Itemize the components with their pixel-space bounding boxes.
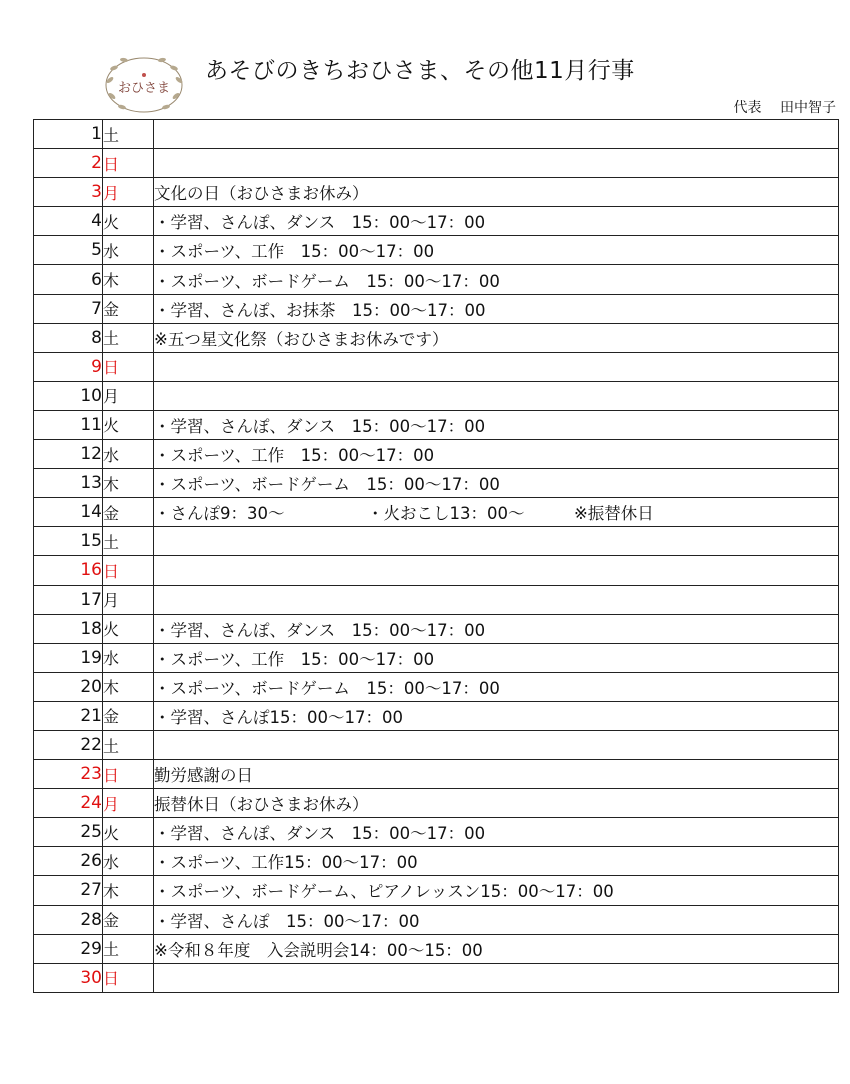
day-number: 1 xyxy=(34,120,103,149)
weekday: 水 xyxy=(103,236,154,265)
calendar-row xyxy=(34,672,839,701)
event-cell: ・学習、さんぽ、ダンス 15：00〜17：00 xyxy=(154,207,839,236)
weekday: 火 xyxy=(103,207,154,236)
day-number: 16 xyxy=(34,556,103,585)
event-cell xyxy=(154,352,839,381)
day-number: 2 xyxy=(34,149,103,178)
weekday: 土 xyxy=(103,730,154,759)
day-number: 7 xyxy=(34,294,103,323)
page-title: あそびのきちおひさま、その他11月行事 xyxy=(205,58,635,84)
calendar-row xyxy=(34,556,839,585)
calendar-row xyxy=(34,149,839,178)
day-number: 28 xyxy=(34,905,103,934)
weekday: 月 xyxy=(103,789,154,818)
weekday: 水 xyxy=(103,847,154,876)
weekday: 木 xyxy=(103,469,154,498)
calendar-row xyxy=(34,469,839,498)
calendar-row xyxy=(34,265,839,294)
day-number: 22 xyxy=(34,730,103,759)
day-number: 4 xyxy=(34,207,103,236)
day-number: 17 xyxy=(34,585,103,614)
calendar-row xyxy=(34,614,839,643)
calendar-row xyxy=(34,381,839,410)
day-number: 20 xyxy=(34,672,103,701)
calendar-row xyxy=(34,876,839,905)
calendar-row xyxy=(34,643,839,672)
weekday: 金 xyxy=(103,905,154,934)
event-cell xyxy=(154,730,839,759)
weekday: 木 xyxy=(103,876,154,905)
event-cell xyxy=(154,381,839,410)
calendar-row xyxy=(34,323,839,352)
weekday: 月 xyxy=(103,381,154,410)
weekday: 木 xyxy=(103,672,154,701)
weekday: 火 xyxy=(103,818,154,847)
weekday: 金 xyxy=(103,498,154,527)
calendar-row xyxy=(34,410,839,439)
calendar-row xyxy=(34,789,839,818)
calendar-row xyxy=(34,352,839,381)
weekday: 日 xyxy=(103,149,154,178)
representative xyxy=(734,97,836,117)
calendar-row xyxy=(34,760,839,789)
day-number: 12 xyxy=(34,440,103,469)
event-cell: ・学習、さんぽ、ダンス 15：00〜17：00 xyxy=(154,614,839,643)
event-cell xyxy=(154,585,839,614)
weekday: 土 xyxy=(103,527,154,556)
day-number: 9 xyxy=(34,352,103,381)
day-number: 24 xyxy=(34,789,103,818)
calendar-row xyxy=(34,963,839,992)
weekday: 火 xyxy=(103,410,154,439)
calendar-row xyxy=(34,498,839,527)
calendar-row xyxy=(34,585,839,614)
calendar-row xyxy=(34,440,839,469)
calendar-row xyxy=(34,730,839,759)
event-cell: ・スポーツ、工作 15：00〜17：00 xyxy=(154,643,839,672)
event-cell xyxy=(154,527,839,556)
wreath-logo-icon xyxy=(96,50,192,120)
event-cell: 勤労感謝の日 xyxy=(154,760,839,789)
event-cell: ・スポーツ、ボードゲーム 15：00〜17：00 xyxy=(154,469,839,498)
weekday: 木 xyxy=(103,265,154,294)
day-number: 18 xyxy=(34,614,103,643)
event-cell: 文化の日（おひさまお休み） xyxy=(154,178,839,207)
event-cell: ※五つ星文化祭（おひさまお休みです） xyxy=(154,323,839,352)
weekday: 月 xyxy=(103,178,154,207)
calendar-row xyxy=(34,120,839,149)
calendar-row xyxy=(34,701,839,730)
weekday: 水 xyxy=(103,643,154,672)
day-number: 5 xyxy=(34,236,103,265)
day-number: 15 xyxy=(34,527,103,556)
logo-text: おひさま xyxy=(117,81,171,96)
event-cell xyxy=(154,120,839,149)
weekday: 金 xyxy=(103,294,154,323)
calendar-table xyxy=(33,119,839,993)
day-number: 19 xyxy=(34,643,103,672)
event-cell: ※令和８年度 入会説明会14：00〜15：00 xyxy=(154,934,839,963)
event-cell: ・学習、さんぽ 15：00〜17：00 xyxy=(154,905,839,934)
day-number: 25 xyxy=(34,818,103,847)
day-number: 6 xyxy=(34,265,103,294)
day-number: 13 xyxy=(34,469,103,498)
representative-name: 田中智子 xyxy=(780,100,836,116)
day-number: 23 xyxy=(34,760,103,789)
day-number: 14 xyxy=(34,498,103,527)
event-cell: ・さんぽ9：30〜 ・火おこし13：00〜 ※振替休日 xyxy=(154,498,839,527)
event-cell xyxy=(154,149,839,178)
event-cell: ・学習、さんぽ、お抹茶 15：00〜17：00 xyxy=(154,294,839,323)
event-cell: ・スポーツ、工作 15：00〜17：00 xyxy=(154,440,839,469)
representative-label: 代表 xyxy=(733,100,762,116)
calendar-row xyxy=(34,527,839,556)
calendar-row xyxy=(34,207,839,236)
weekday: 日 xyxy=(103,963,154,992)
event-cell: ・スポーツ、工作15：00〜17：00 xyxy=(154,847,839,876)
calendar-row xyxy=(34,934,839,963)
event-cell: ・スポーツ、ボードゲーム 15：00〜17：00 xyxy=(154,265,839,294)
day-number: 10 xyxy=(34,381,103,410)
day-number: 8 xyxy=(34,323,103,352)
calendar-row xyxy=(34,294,839,323)
calendar-row xyxy=(34,178,839,207)
event-cell: ・学習、さんぽ15：00〜17：00 xyxy=(154,701,839,730)
weekday: 土 xyxy=(103,120,154,149)
day-number: 3 xyxy=(34,178,103,207)
weekday: 日 xyxy=(103,556,154,585)
day-number: 11 xyxy=(34,410,103,439)
weekday: 火 xyxy=(103,614,154,643)
event-cell: ・スポーツ、工作 15：00〜17：00 xyxy=(154,236,839,265)
event-cell: ・スポーツ、ボードゲーム、ピアノレッスン15：00〜17：00 xyxy=(154,876,839,905)
day-number: 27 xyxy=(34,876,103,905)
weekday: 土 xyxy=(103,323,154,352)
day-number: 26 xyxy=(34,847,103,876)
day-number: 21 xyxy=(34,701,103,730)
event-cell: ・学習、さんぽ、ダンス 15：00〜17：00 xyxy=(154,818,839,847)
event-cell: ・学習、さんぽ、ダンス 15：00〜17：00 xyxy=(154,410,839,439)
calendar-row xyxy=(34,818,839,847)
logo xyxy=(96,50,192,120)
event-cell: ・スポーツ、ボードゲーム 15：00〜17：00 xyxy=(154,672,839,701)
day-number: 29 xyxy=(34,934,103,963)
weekday: 土 xyxy=(103,934,154,963)
event-cell xyxy=(154,556,839,585)
weekday: 日 xyxy=(103,352,154,381)
weekday: 金 xyxy=(103,701,154,730)
calendar-body xyxy=(34,120,839,993)
weekday: 日 xyxy=(103,760,154,789)
weekday: 水 xyxy=(103,440,154,469)
weekday: 月 xyxy=(103,585,154,614)
day-number: 30 xyxy=(34,963,103,992)
event-cell xyxy=(154,963,839,992)
calendar-row xyxy=(34,905,839,934)
calendar-row xyxy=(34,236,839,265)
calendar-row xyxy=(34,847,839,876)
event-cell: 振替休日（おひさまお休み） xyxy=(154,789,839,818)
